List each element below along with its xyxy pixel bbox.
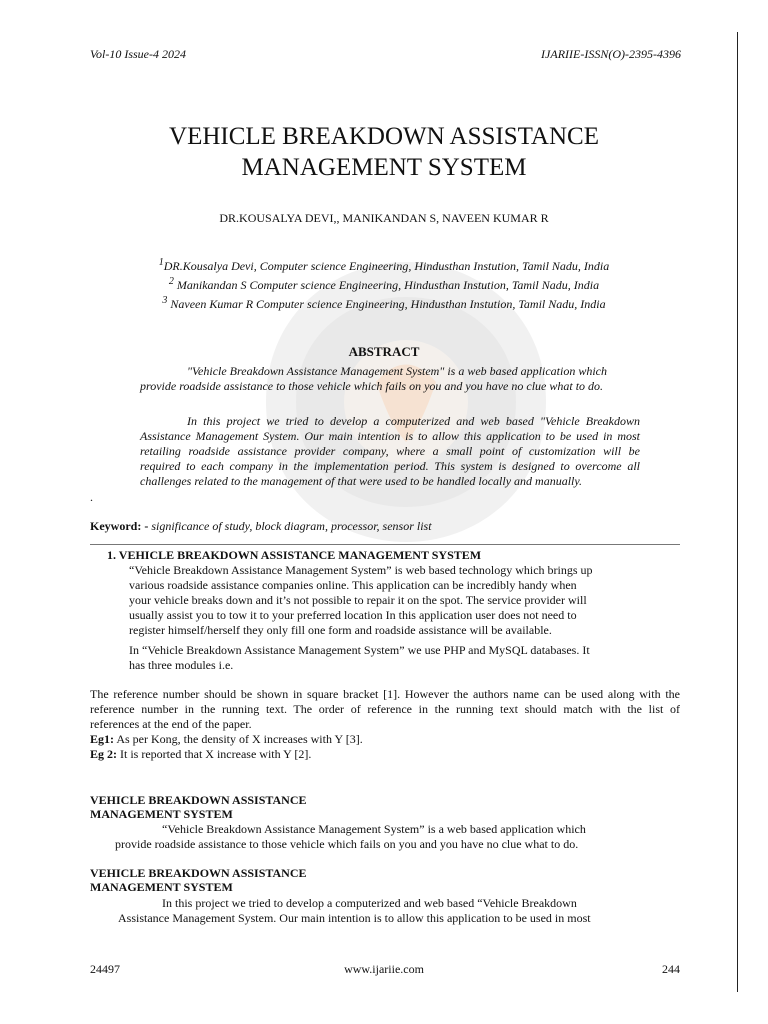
paper-title xyxy=(0,121,768,183)
affiliations xyxy=(100,255,668,312)
section-3-heading: VEHICLE BREAKDOWN ASSISTANCE MANAGEMENT SYSTEM xyxy=(90,866,307,894)
header-issn: IJARIIE-ISSN(O)-2395-4396 xyxy=(541,47,681,61)
section-2-paragraph: “Vehicle Breakdown Assistance Management System” is a web based application which provide roadside assistance to those vehicle which fails on you and you have no clue what to do. xyxy=(115,822,586,851)
footer-website: www.ijariie.com xyxy=(344,962,424,976)
stray-dot: . xyxy=(90,490,93,504)
header-volume: Vol-10 Issue-4 2024 xyxy=(90,47,186,61)
keywords-label: Keyword: - xyxy=(90,519,152,533)
section-1-paragraph-1: “Vehicle Breakdown Assistance Management System” is web based technology which brings up various roadside assistance companies online. This application can be incredibly handy when your vehicle breaks down and it’s not possible to repair it on the spot. The service provider will usually assist you to tow it to your preferred location In this application user does not need to register himself/herself they only fill one form and roadside assistance will be available. xyxy=(129,563,593,637)
footer-paper-id: 24497 xyxy=(90,962,120,976)
section-1-heading: 1. VEHICLE BREAKDOWN ASSISTANCE MANAGEMENT SYSTEM xyxy=(107,548,482,562)
footer-page-number: 244 xyxy=(662,962,680,976)
affiliation-1: $^1$DR.Kousalya Devi, Computer science Engineering, Hindusthan Instution, Tamil Nadu, India xyxy=(158,257,610,273)
keywords-text: significance of study, block diagram, processor, sensor list xyxy=(151,519,432,533)
title-line-1: VEHICLE BREAKDOWN ASSISTANCE xyxy=(169,123,599,150)
keywords-line xyxy=(90,519,432,534)
reference-note: The reference number should be shown in square bracket [1]. However the authors name can be used along with the reference number in the running text. The order of reference in the running text should match with the list of references at the end of the paper. Eg1: As per Kong, the density of X increases with Y [3]. Eg 2: It is reported that X increase with Y [2]. xyxy=(90,687,680,761)
example-1: Eg1: As per Kong, the density of X increases with Y [3]. xyxy=(90,732,363,746)
abstract-paragraph-2: In this project we tried to develop a computerized and web based "Vehicle Breakdown Assistance Management System. Our main intention is to allow this application to be used in most retailing roadside assistance provider company, where a small point of customization will be required to each company in the implementation period. This system is designed to overcome all challenges related to the management of that were used to be handled locally and manually. xyxy=(140,414,640,488)
section-2-heading: VEHICLE BREAKDOWN ASSISTANCE MANAGEMENT SYSTEM xyxy=(90,793,307,821)
affiliation-2: $^2$ Manikandan S Computer science Engineering, Hindusthan Instution, Tamil Nadu, India xyxy=(168,276,600,292)
affiliation-3: $^3$ Naveen Kumar R Computer science Engineering, Hindusthan Instution, Tamil Nadu, India xyxy=(162,295,606,311)
section-divider xyxy=(90,544,680,545)
abstract-heading: ABSTRACT xyxy=(348,344,420,359)
section-1-paragraph-2: In “Vehicle Breakdown Assistance Management System” we use PHP and MySQL databases. It has three modules i.e. xyxy=(129,643,590,672)
title-line-2: MANAGEMENT SYSTEM xyxy=(241,154,527,181)
author-list: DR.KOUSALYA DEVI,, MANIKANDAN S, NAVEEN KUMAR R xyxy=(219,211,549,225)
abstract-paragraph-1: "Vehicle Breakdown Assistance Management System" is a web based application which provide roadside assistance to those vehicle which fails on you and you have no clue what to do. xyxy=(140,364,608,393)
example-2: Eg 2: It is reported that X increase with Y [2]. xyxy=(90,747,312,761)
section-3-paragraph: In this project we tried to develop a computerized and web based “Vehicle Breakdown Assistance Management System. Our main intention is to allow this application to be used in most xyxy=(118,896,591,925)
